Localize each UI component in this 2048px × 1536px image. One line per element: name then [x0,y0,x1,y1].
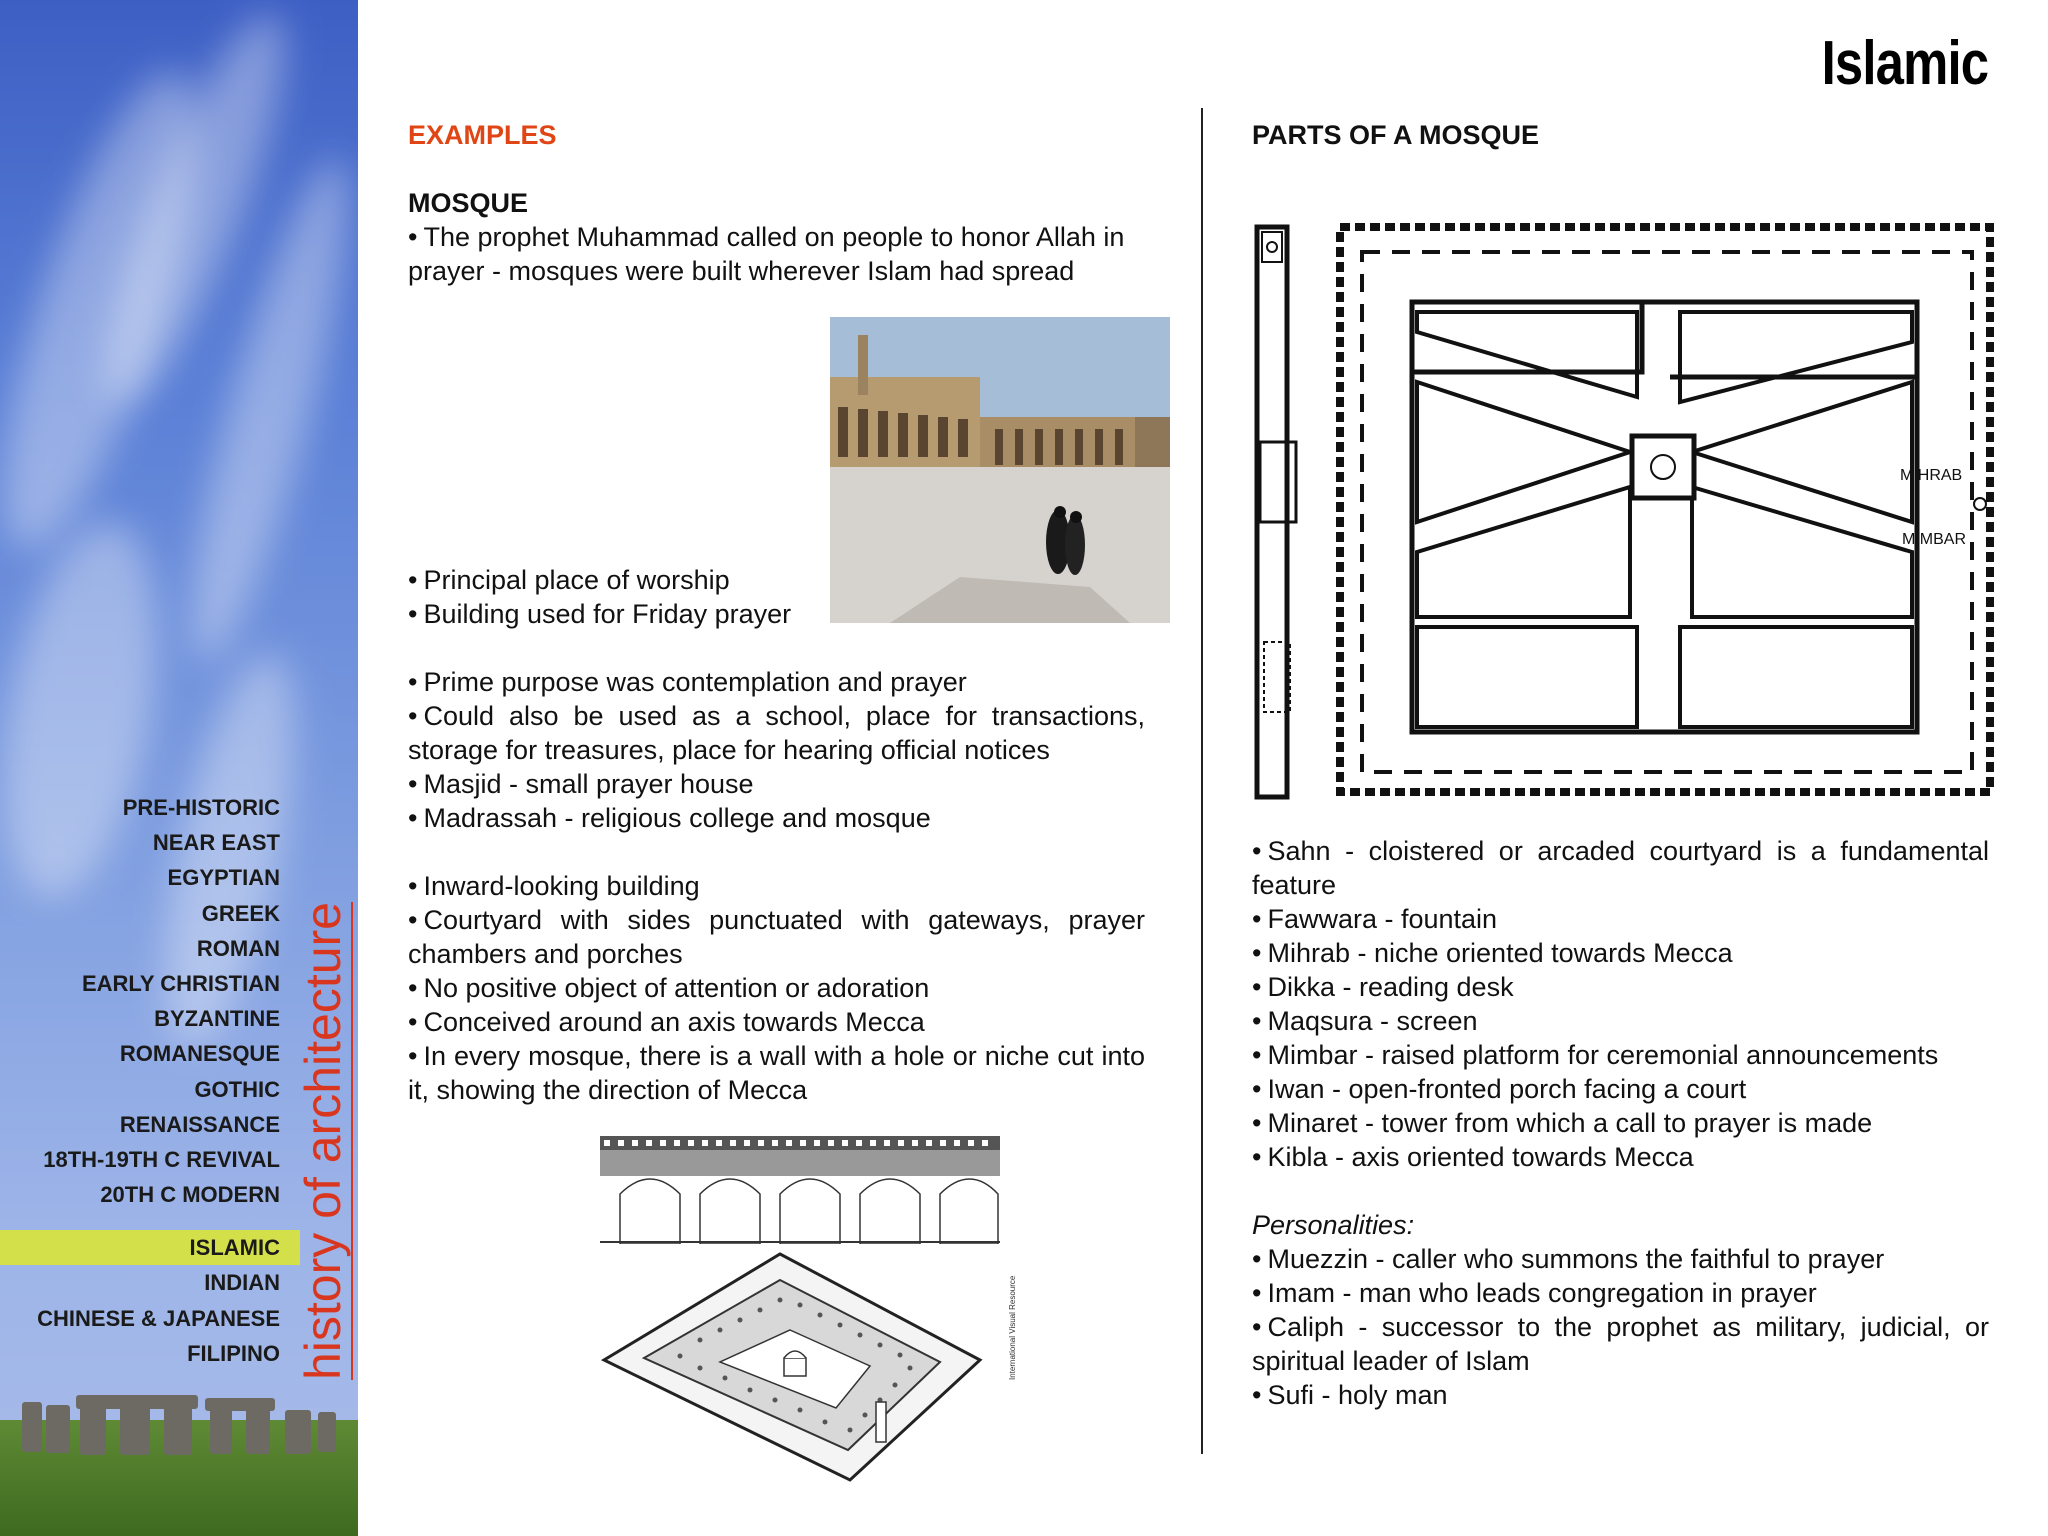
part-item: • Mimbar - raised platform for ceremonial announcements [1252,1038,1989,1072]
nav-item-chinese-japanese[interactable]: CHINESE & JAPANESE [37,1305,280,1331]
column-divider [1201,108,1203,1454]
nav-item-modern[interactable]: 20TH C MODERN [100,1182,280,1208]
purpose-item: • Masjid - small prayer house [408,767,1145,801]
part-item: • Fawwara - fountain [1252,902,1989,936]
personality-item: • Muezzin - caller who summons the faithful to prayer [1252,1242,1989,1276]
left-column [408,118,1145,288]
mosque-plan-drawing [1252,222,1998,802]
nav-item-gothic[interactable]: GOTHIC [194,1076,280,1102]
part-item: • Iwan - open-fronted porch facing a court [1252,1072,1989,1106]
part-item: • Sahn - cloistered or arcaded courtyard is a fundamental feature [1252,834,1989,902]
personalities-title: Personalities: [1252,1210,1415,1240]
right-column [1252,118,1989,152]
mosque-courtyard-photo [830,317,1170,623]
design-item: • Conceived around an axis towards Mecca [408,1005,1145,1039]
worship-item: • Principal place of worship [408,563,808,597]
nav-item-pre-historic[interactable]: PRE-HISTORIC [122,795,280,820]
nav-item-roman[interactable]: ROMAN [196,935,280,961]
design-item: • Courtyard with sides punctuated with gateways, prayer chambers and porches [408,903,1145,971]
part-item: • Kibla - axis oriented towards Mecca [1252,1140,1989,1174]
arcade-elevation-drawing [600,1134,1000,1244]
nav-item-indian[interactable]: INDIAN [204,1270,280,1296]
purpose-item: • Madrassah - religious college and mosque [408,801,1145,835]
purpose-list [408,665,1145,1107]
nav-item-filipino[interactable]: FILIPINO [187,1340,280,1366]
part-item: • Maqsura - screen [1252,1004,1989,1038]
part-item: • Minaret - tower from which a call to prayer is made [1252,1106,1989,1140]
personality-item: • Caliph - successor to the prophet as military, judicial, or spiritual leader of Islam [1252,1310,1989,1378]
plan-label-mihrab: MIHRAB [1900,467,1963,484]
plan-label-mimbar: MIMBAR [1902,531,1966,548]
nav-item-renaissance[interactable]: RENAISSANCE [119,1111,280,1137]
nav-item-egyptian[interactable]: EGYPTIAN [167,865,280,891]
design-item: • Inward-looking building [408,869,1145,903]
design-item: • No positive object of attention or adoration [408,971,1145,1005]
iso-caption: International Visual Resource [1008,1275,1017,1380]
nav-item-islamic[interactable]: ISLAMIC [0,1230,300,1265]
section-title-parts: PARTS OF A MOSQUE [1252,120,1540,150]
personality-item: • Sufi - holy man [1252,1378,1989,1412]
intro-text: • The prophet Muhammad called on people to honor Allah in prayer - mosques were built wherever Islam had spread [408,220,1148,288]
subtitle-mosque: MOSQUE [408,188,529,218]
section-title-examples: EXAMPLES [408,120,557,150]
worship-item: • Building used for Friday prayer [408,597,808,631]
nav-item-romanesque[interactable]: ROMANESQUE [119,1041,280,1067]
worship-list [408,563,808,631]
nav-item-revival[interactable]: 18TH-19TH C REVIVAL [43,1146,280,1172]
purpose-item: • Could also be used as a school, place for transactions, storage for treasures, place for hearing official notices [408,699,1145,767]
personality-item: • Imam - man who leads congregation in prayer [1252,1276,1989,1310]
page-title: Islamic [1821,29,1988,98]
part-item: • Dikka - reading desk [1252,970,1989,1004]
nav-item-early-christian[interactable]: EARLY CHRISTIAN [81,970,280,996]
nav-item-byzantine[interactable]: BYZANTINE [154,1006,280,1032]
nav-menu [0,790,300,1371]
sidebar [0,0,358,1536]
isometric-mosque-drawing [600,1250,1020,1500]
nav-item-near-east[interactable]: NEAR EAST [152,830,280,856]
part-item: • Mihrab - niche oriented towards Mecca [1252,936,1989,970]
purpose-item: • Prime purpose was contemplation and prayer [408,665,1145,699]
design-item: • In every mosque, there is a wall with a hole or niche cut into it, showing the direction of Mecca [408,1039,1145,1107]
nav-item-greek[interactable]: GREEK [201,900,280,926]
parts-list [1252,834,1989,1412]
vertical-title: history of architecture [295,902,351,1380]
